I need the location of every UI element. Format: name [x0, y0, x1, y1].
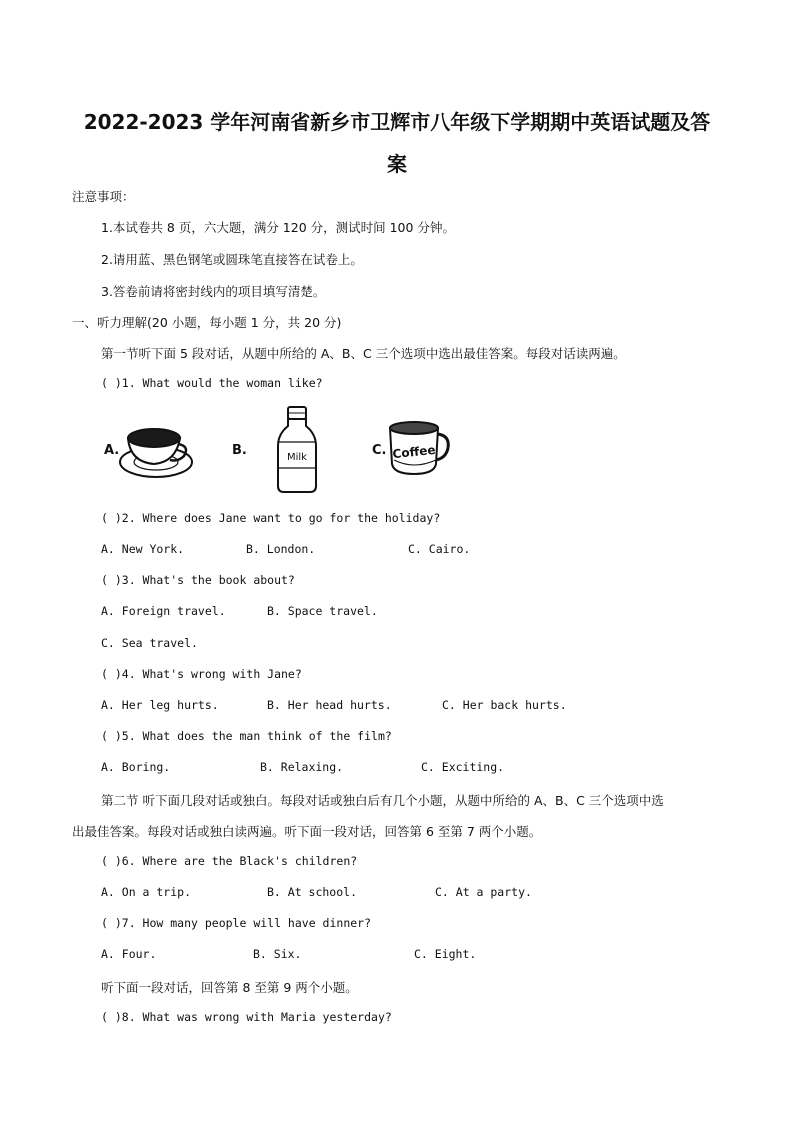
question-8: ( )8. What was wrong with Maria yesterday? — [101, 1010, 392, 1024]
option-b: B. At school. — [267, 885, 358, 899]
notice-item: 1.本试卷共 8 页，六大题，满分 120 分，测试时间 100 分钟。 — [101, 220, 455, 235]
option-c: C. Her back hurts. — [442, 698, 567, 712]
option-c: C. At a party. — [435, 885, 532, 899]
milk-bottle-image — [272, 404, 322, 496]
option-a: A. Her leg hurts. — [101, 698, 219, 712]
option-a: A. Four. — [101, 947, 157, 961]
option-b: B. Space travel. — [267, 604, 378, 618]
coffee-cup-saucer-image — [118, 418, 196, 480]
coffee-label-text: Coffee — [391, 442, 437, 462]
option-a: A. New York. — [101, 542, 185, 556]
option-b: B. Relaxing. — [260, 760, 344, 774]
notice-item: 2.请用蓝、黑色钢笔或圆珠笔直接答在试卷上。 — [101, 252, 363, 267]
question-6: ( )6. Where are the Black's children? — [101, 854, 358, 868]
option-c-label: C. — [372, 443, 387, 458]
section-heading: 一、听力理解(20 小题，每小题 1 分，共 20 分) — [72, 315, 342, 330]
option-a: A. On a trip. — [101, 885, 192, 899]
option-c: C. Eight. — [414, 947, 477, 961]
option-a: A. Boring. — [101, 760, 171, 774]
question-1: ( )1. What would the woman like? — [101, 376, 323, 390]
option-b-label: B. — [232, 443, 247, 458]
coffee-mug-image — [386, 420, 452, 478]
part2-instructions: 第二节 听下面几段对话或独白。每段对话或独白后有几个小题，从题中所给的 A、B、C 三个选项中选 — [101, 793, 664, 808]
question-4: ( )4. What's wrong with Jane? — [101, 667, 302, 681]
dialog-instructions: 听下面一段对话，回答第 8 至第 9 两个小题。 — [101, 980, 358, 995]
milk-label-text: Milk — [287, 452, 307, 463]
question-3: ( )3. What's the book about? — [101, 573, 295, 587]
page-title: 2022-2023 学年河南省新乡市卫辉市八年级下学期期中英语试题及答 — [83, 110, 711, 134]
option-b: B. London. — [246, 542, 316, 556]
option-c: C. Cairo. — [408, 542, 471, 556]
question-2: ( )2. Where does Jane want to go for the holiday? — [101, 511, 441, 525]
part2-instructions-continued: 出最佳答案。每段对话或独白读两遍。听下面一段对话，回答第 6 至第 7 两个小题。 — [72, 824, 542, 839]
option-c: C. Sea travel. — [101, 636, 198, 650]
page-title-continued: 案 — [387, 152, 407, 176]
option-a: A. Foreign travel. — [101, 604, 226, 618]
option-a-label: A. — [104, 443, 120, 458]
notice-heading: 注意事项： — [72, 189, 135, 204]
part1-instructions: 第一节听下面 5 段对话，从题中所给的 A、B、C 三个选项中选出最佳答案。每段对话读两遍。 — [101, 346, 626, 361]
option-b: B. Six. — [253, 947, 302, 961]
question-5: ( )5. What does the man think of the film? — [101, 729, 392, 743]
option-b: B. Her head hurts. — [267, 698, 392, 712]
question-7: ( )7. How many people will have dinner? — [101, 916, 372, 930]
option-c: C. Exciting. — [421, 760, 505, 774]
notice-item: 3.答卷前请将密封线内的项目填写清楚。 — [101, 284, 326, 299]
